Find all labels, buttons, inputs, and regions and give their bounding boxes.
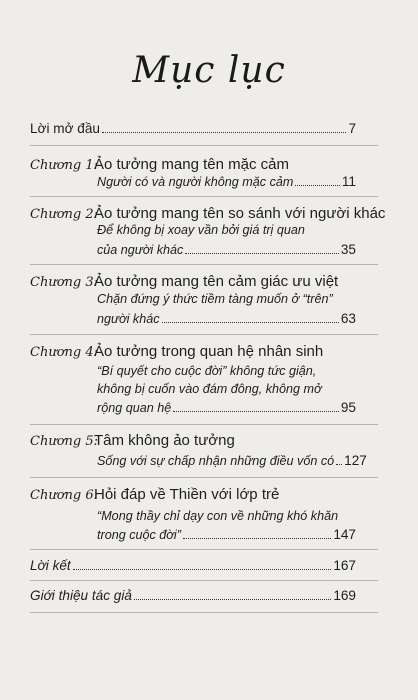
chapter-subtitle-row: [97, 527, 356, 542]
chapter-subtitle: người khác: [97, 312, 160, 326]
chapter-title: Hỏi đáp về Thiền với lớp trẻ: [94, 486, 280, 503]
chapter-subtitle-row: [97, 174, 356, 189]
divider: [30, 196, 378, 197]
chapter-subtitle: “Mong thầy chỉ dạy con về những khó khăn: [97, 509, 339, 523]
toc-entry-chapter-4[interactable]: [30, 343, 378, 360]
dot-leader: [173, 411, 339, 412]
dot-leader: [162, 322, 339, 323]
divider: [30, 424, 378, 425]
toc-entry-chapter-1[interactable]: [30, 156, 378, 173]
dot-leader: [185, 253, 339, 254]
chapter-label: Chương 4:: [30, 345, 98, 360]
entry-page: 11: [341, 174, 356, 189]
chapter-label: Chương 3:: [30, 275, 98, 290]
divider: [30, 612, 378, 613]
entry-title: Lời kết: [30, 558, 71, 573]
chapter-subtitle: Để không bị xoay vần bởi giá trị quan: [97, 223, 305, 237]
toc-entry-chapter-3[interactable]: [30, 273, 378, 290]
entry-title: Lời mở đầu: [30, 121, 100, 136]
dot-leader: [73, 569, 332, 570]
entry-page: 167: [333, 558, 356, 573]
toc-entry-closing[interactable]: [30, 558, 356, 573]
chapter-subtitle-row: [97, 311, 356, 326]
toc-entry-intro[interactable]: [30, 121, 356, 136]
chapter-subtitle: Người có và người không mặc cảm: [97, 175, 294, 189]
chapter-title: Ảo tưởng mang tên so sánh với người khác: [94, 205, 386, 222]
chapter-title: Tâm không ảo tưởng: [94, 432, 235, 449]
entry-page: 35: [340, 242, 356, 257]
chapter-label: Chương 2:: [30, 207, 98, 222]
dot-leader: [295, 185, 339, 186]
entry-page: 7: [348, 121, 356, 136]
entry-page: 95: [340, 400, 356, 415]
divider: [30, 477, 378, 478]
toc-entry-chapter-5[interactable]: [30, 432, 378, 449]
dot-leader: [102, 132, 346, 133]
chapter-title: Ảo tưởng mang tên mặc cảm: [94, 156, 289, 173]
toc-entry-chapter-2[interactable]: [30, 205, 386, 222]
chapter-subtitle: rộng quan hệ: [97, 401, 172, 415]
page-title: Mục lục: [132, 50, 286, 91]
entry-page: 63: [340, 311, 356, 326]
chapter-subtitle-row: [97, 453, 367, 468]
chapter-label: Chương 5:: [30, 434, 98, 449]
divider: [30, 549, 378, 550]
dot-leader: [134, 599, 331, 600]
entry-page: 127: [344, 453, 367, 468]
divider: [30, 334, 378, 335]
chapter-title: Ảo tưởng mang tên cảm giác ưu việt: [94, 273, 339, 290]
chapter-subtitle: của người khác: [97, 243, 184, 257]
chapter-title: Ảo tưởng trong quan hệ nhân sinh: [94, 343, 324, 360]
chapter-label: Chương 1:: [30, 158, 98, 173]
chapter-subtitle: Sống với sự chấp nhận những điều vốn có: [97, 454, 335, 468]
entry-title: Giới thiệu tác giả: [30, 588, 132, 603]
divider: [30, 145, 378, 146]
dot-leader: [336, 464, 342, 465]
entry-page: 169: [333, 588, 356, 603]
chapter-subtitle: không bị cuốn vào đám đông, không mở: [97, 382, 322, 396]
chapter-subtitle-row: [97, 400, 356, 415]
chapter-subtitle-row: [97, 242, 356, 257]
dot-leader: [183, 538, 331, 539]
chapter-label: Chương 6:: [30, 488, 98, 503]
toc-entry-chapter-6[interactable]: [30, 486, 378, 503]
divider: [30, 264, 378, 265]
chapter-subtitle: Chặn đứng ý thức tiềm tàng muốn ở “trên”: [97, 292, 333, 306]
divider: [30, 580, 378, 581]
toc-entry-author[interactable]: [30, 588, 356, 603]
entry-page: 147: [333, 527, 356, 542]
chapter-subtitle: trong cuộc đời”: [97, 528, 181, 542]
chapter-subtitle: “Bí quyết cho cuộc đời” không tức giận,: [97, 364, 317, 378]
